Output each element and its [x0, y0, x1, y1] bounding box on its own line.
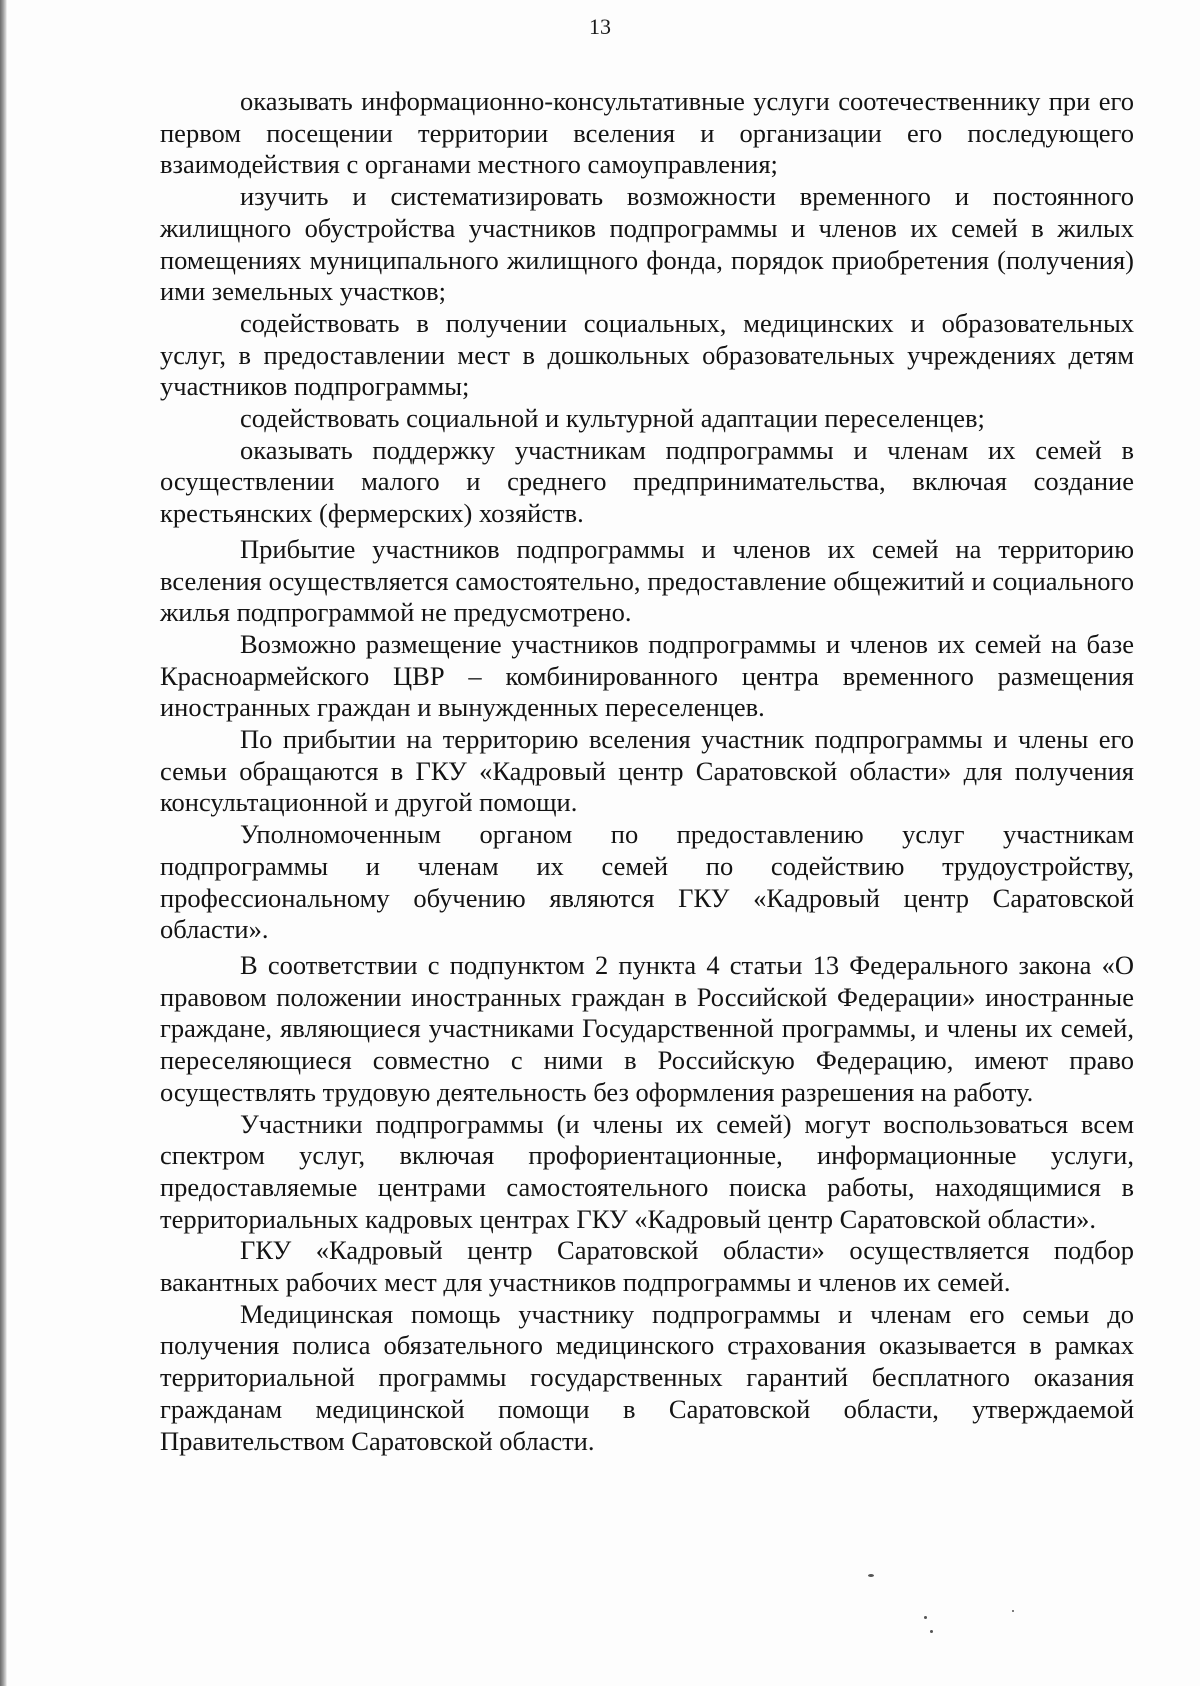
paragraph: Возможно размещение участников подпрограммы и членов их семей на базе Красноармейского ЦВР – комбинированного центра временного размещения иностранных граждан и вынужденных переселенцев.: [160, 628, 1134, 723]
scan-speck: [924, 1616, 927, 1619]
paragraph: Участники подпрограммы (и члены их семей) могут воспользоваться всем спектром услуг, включая профориентационные, информационные услуги, предоставляемые центрами самостоятельного поиска работы, находящимися в территориальных кадровых центрах ГКУ «Кадровый центр Саратовской области».: [160, 1108, 1134, 1234]
scan-edge-shadow: [0, 0, 7, 1686]
paragraph: Прибытие участников подпрограммы и членов их семей на территорию вселения осуществляется самостоятельно, предоставление общежитий и социального жилья подпрограммой не предусмотрено.: [160, 533, 1134, 628]
paragraph: ГКУ «Кадровый центр Саратовской области» осуществляется подбор вакантных рабочих мест для участников подпрограммы и членов их семей.: [160, 1235, 1134, 1298]
document-body: [160, 86, 1134, 1457]
paragraph: оказывать поддержку участникам подпрограммы и членам их семей в осуществлении малого и среднего предпринимательства, включая создание крестьянских (фермерских) хозяйств.: [160, 434, 1134, 529]
scan-speck: [1012, 1610, 1014, 1612]
paragraph: По прибытии на территорию вселения участник подпрограммы и члены его семьи обращаются в ГКУ «Кадровый центр Саратовской области» для получения консультационной и другой помощи.: [160, 724, 1134, 818]
paragraph: Уполномоченным органом по предоставлению услуг участникам подпрограммы и членам их семей по содействию трудоустройству, профессиональному обучению являются ГКУ «Кадровый центр Саратовской области».: [160, 819, 1134, 945]
paragraph: изучить и систематизировать возможности временного и постоянного жилищного обустройства участников подпрограммы и членов их семей в жилых помещениях муниципального жилищного фонда, порядок приобретения (получения) ими земельных участков;: [160, 181, 1134, 307]
paragraph: содействовать социальной и культурной адаптации переселенцев;: [240, 403, 985, 434]
scan-speck: [930, 1630, 933, 1633]
paragraph: В соответствии с подпунктом 2 пункта 4 статьи 13 Федерального закона «О правовом положении иностранных граждан в Российской Федерации» иностранные граждане, являющиеся участниками Государственной программы, и члены их семей, переселяющиеся совместно с ними в Российскую Федерацию, имеют право осуществлять трудовую деятельность без оформления разрешения на работу.: [160, 949, 1134, 1107]
paragraph: оказывать информационно-консультативные услуги соотечественнику при его первом посещении территории вселения и организации его последующего взаимодействия с органами местного самоуправления;: [160, 86, 1134, 180]
page-number: 13: [589, 14, 611, 39]
scan-speck: [868, 1574, 874, 1577]
paragraph: содействовать в получении социальных, медицинских и образовательных услуг, в предоставлении мест в дошкольных образовательных учреждениях детям участников подпрограммы;: [160, 307, 1134, 402]
paragraph: Медицинская помощь участнику подпрограммы и членам его семьи до получения полиса обязательного медицинского страхования оказывается в рамках территориальной программы государственных гарантий бесплатного оказания гражданам медицинской помощи в Саратовской области, утверждаемой Правительством Саратовской области.: [160, 1298, 1134, 1456]
